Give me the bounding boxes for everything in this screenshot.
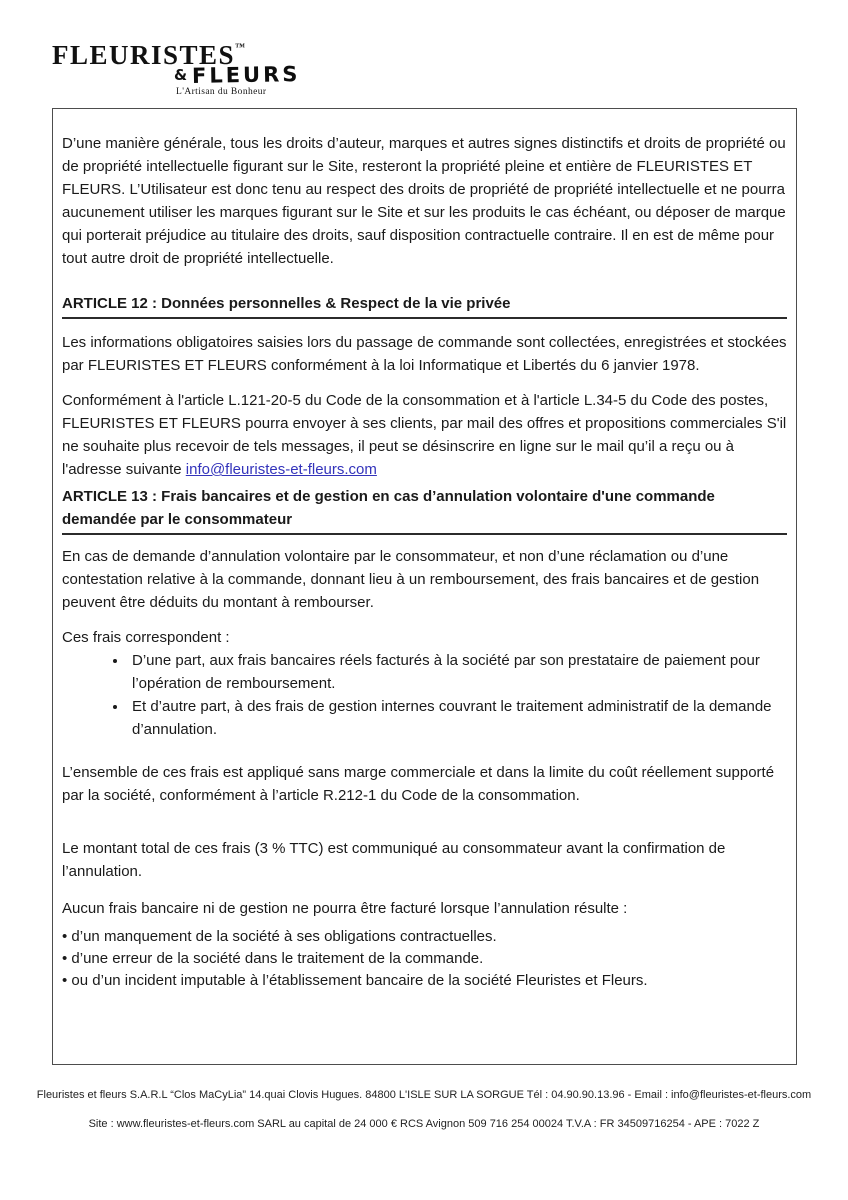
- intro-paragraph: D’une manière générale, tous les droits d’auteur, marques et autres signes distinctifs et droits de propriété ou de propriété intellectuelle figurant sur le Site, resteront la propriété pleine et entière de FLEURISTES ET FLEURS. L’Utilisateur est donc tenu au respect des droits de propriété de propriété intellectuelle et ne pourra aucunement utiliser les marques figurant sur le Site et sur les produits le cas échéant, ou déposer de marque qui porterait préjudice au titulaire des droits, sauf disposition contractuelle contraire. Il en est de même pour tout autre droit de propriété intellectuelle.: [62, 135, 786, 267]
- article-12-paragraph-2-text: Conformément à l'article L.121-20-5 du Code de la consommation et à l'article L.34-5 du Code des postes, FLEURISTES ET FLEURS pourra envoyer à ses clients, par mail des offres et propositions commerciales S'il ne souhaite plus recevoir de tels messages, il peut se désinscrire en ligne sur le mail qu’il a reçu ou à l'adresse suivante: [62, 392, 787, 478]
- fee-list-item: • D’une part, aux frais bancaires réels facturés à la société par son prestataire de paiement pour l’opération de remboursement.: [128, 649, 787, 695]
- brand-logo: [52, 42, 300, 98]
- logo-fleurs-row: [174, 62, 301, 88]
- fee-list-item: • Et d’autre part, à des frais de gestion internes couvrant le traitement administratif de la demande d’annulation.: [128, 695, 787, 741]
- footer-line-2: Site : www.fleuristes-et-fleurs.com SARL au capital de 24 000 € RCS Avignon 509 716 254 00024 T.V.A : FR 34509716254 - APE : 7022 Z: [88, 1118, 760, 1130]
- logo-ampersand: &: [174, 66, 188, 84]
- article-12-heading: ARTICLE 12 : Données personnelles & Respect de la vie privée: [62, 292, 787, 319]
- logo-tagline: L'Artisan du Bonheur: [176, 87, 267, 97]
- footer-line-1: Fleuristes et fleurs S.A.R.L “Clos MaCyLia” 14.quai Clovis Hugues. 84800 L'ISLE SUR LA SORGUE Tél : 04.90.90.13.96 - Email : info@fleuristes-et-fleurs.com: [36, 1089, 812, 1101]
- article-13-paragraph-3: Le montant total de ces frais (3 % TTC) est communiqué au consommateur avant la confirmation de l’annulation.: [62, 840, 726, 880]
- page-footer: [0, 1089, 848, 1130]
- article-13-paragraph-4: Aucun frais bancaire ni de gestion ne pourra être facturé lorsque l’annulation résulte :: [62, 900, 628, 917]
- article-13-heading: ARTICLE 13 : Frais bancaires et de gestion en cas d’annulation volontaire d'une commande demandée par le consommateur: [62, 485, 787, 535]
- logo-fleurs-text: FLEURS: [191, 62, 301, 88]
- logo-name: FLEURISTES: [52, 40, 236, 70]
- terms-document-box: [52, 108, 797, 1065]
- email-link[interactable]: info@fleuristes-et-fleurs.com: [185, 461, 377, 478]
- trademark-symbol: ™: [235, 42, 246, 53]
- article-13-paragraph-1: En cas de demande d’annulation volontaire par le consommateur, et non d’une réclamation ou d’une contestation relative à la commande, donnant lieu à un remboursement, des frais bancaires et de gestion peuvent être déduits du montant à rembourser.: [62, 548, 760, 611]
- article-12-paragraph-2: [62, 389, 787, 481]
- fee-list: [62, 649, 787, 741]
- article-12-paragraph-1: Les informations obligatoires saisies lors du passage de commande sont collectées, enregistrées et stockées par FLEURISTES ET FLEURS conformément à la loi Informatique et Libertés du 6 janvier 1978.: [62, 334, 787, 374]
- exemption-line: • ou d’un incident imputable à l’établissement bancaire de la société Fleuristes et Fleurs.: [62, 972, 648, 989]
- article-13-paragraph-2: L’ensemble de ces frais est appliqué sans marge commerciale et dans la limite du coût réellement supporté par la société, conformément à l’article R.212-1 du Code de la consommation.: [62, 764, 775, 804]
- fee-list-intro: Ces frais correspondent :: [62, 629, 230, 646]
- exemption-line: • d’un manquement de la société à ses obligations contractuelles.: [62, 928, 497, 945]
- exemption-line: • d’une erreur de la société dans le traitement de la commande.: [62, 950, 484, 967]
